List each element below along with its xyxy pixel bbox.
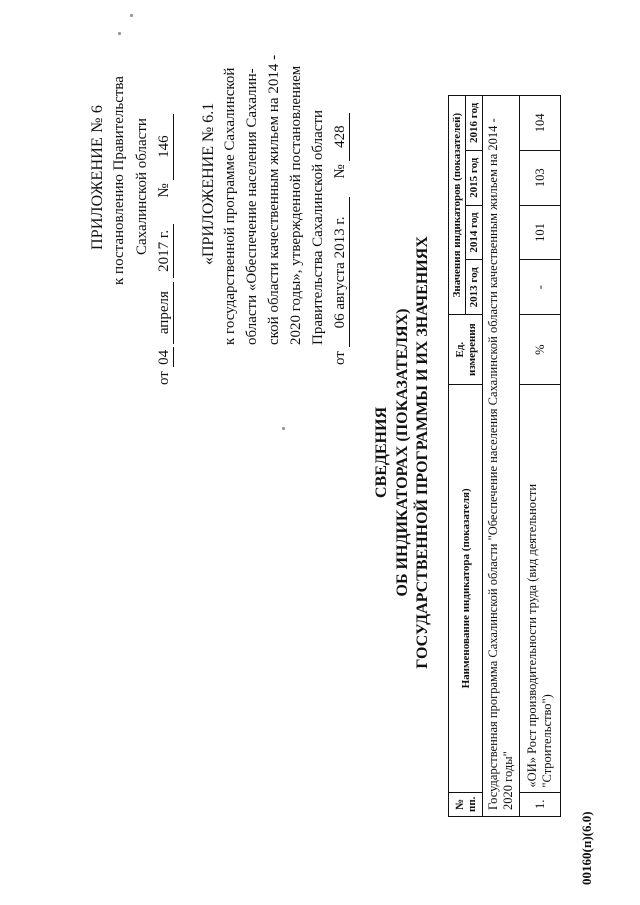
appendix-number: 146 — [156, 114, 174, 180]
sub-appendix-line-5: Правительства Сахалинской области — [310, 109, 326, 345]
table-row — [520, 96, 561, 817]
date-month: апреля — [156, 282, 174, 344]
sub-appendix-line-4: 2020 годы», утвержденной постановлением — [288, 65, 304, 345]
document-code: 00160(п)(6.0) — [579, 811, 594, 885]
program-name: Государственная программа Сахалинской области "Обеспечение населения Сахалинской области качественным жильем на 2014 - 2020 годы" — [483, 96, 520, 817]
scan-speck — [118, 32, 121, 35]
appendix-date-line — [156, 55, 174, 385]
document-title-line-2: ОБ ИНДИКАТОРАХ (ПОКАЗАТЕЛЯХ) — [394, 308, 411, 597]
scan-speck — [282, 427, 285, 430]
row-value: 101 — [520, 205, 561, 260]
sub-appendix-date-line — [332, 113, 350, 365]
date-day: 04 — [156, 347, 174, 367]
header-name: Наименование индикатора (показателя) — [449, 385, 483, 792]
document-title-line-3: ГОСУДАРСТВЕННОЙ ПРОГРАММЫ И ИХ ЗНАЧЕНИЯХ — [414, 236, 431, 669]
sub-date: 06 августа 2013 г. — [332, 197, 350, 347]
row-value: 103 — [520, 150, 561, 205]
sub-date-prefix: от — [332, 351, 348, 365]
number-sign: № — [156, 183, 172, 198]
row-value: - — [520, 260, 561, 315]
header-unit: Ед. измерения — [449, 315, 483, 385]
header-year: 2015 год — [466, 150, 483, 205]
header-num: № пп. — [449, 792, 483, 816]
appendix-title: ПРИЛОЖЕНИЕ № 6 — [89, 104, 106, 250]
sub-number-sign: № — [332, 164, 348, 179]
scan-speck — [130, 14, 133, 17]
header-year: 2014 год — [466, 205, 483, 260]
indicators-table — [448, 95, 561, 817]
date-year: 2017 г. — [156, 224, 174, 278]
sub-appendix-line-2: области «Обеспечение населения Сахалин- — [244, 68, 260, 345]
header-year: 2016 год — [466, 96, 483, 151]
program-row — [483, 96, 520, 817]
row-name: «ОИ» Рост производительности труда (вид деятельности "Строительство") — [520, 385, 561, 792]
sub-number: 428 — [332, 113, 350, 161]
sub-appendix-title: «ПРИЛОЖЕНИЕ № 6.1 — [200, 102, 217, 265]
appendix-line-1: к постановлению Правительства — [111, 76, 127, 285]
date-prefix: от — [156, 371, 172, 385]
sub-appendix-line-1: к государственной программе Сахалинской — [222, 67, 238, 345]
sub-appendix-line-3: ской области качественным жильем на 2014 - — [266, 54, 282, 345]
header-values-group: Значения индикаторов (показателей) — [449, 96, 466, 315]
header-year: 2013 год — [466, 260, 483, 315]
document-title-line-1: СВЕДЕНИЯ — [373, 406, 390, 499]
appendix-line-2: Сахалинской области — [134, 118, 150, 255]
row-value: 104 — [520, 96, 561, 151]
row-num: 1. — [520, 792, 561, 816]
row-unit: % — [520, 315, 561, 385]
